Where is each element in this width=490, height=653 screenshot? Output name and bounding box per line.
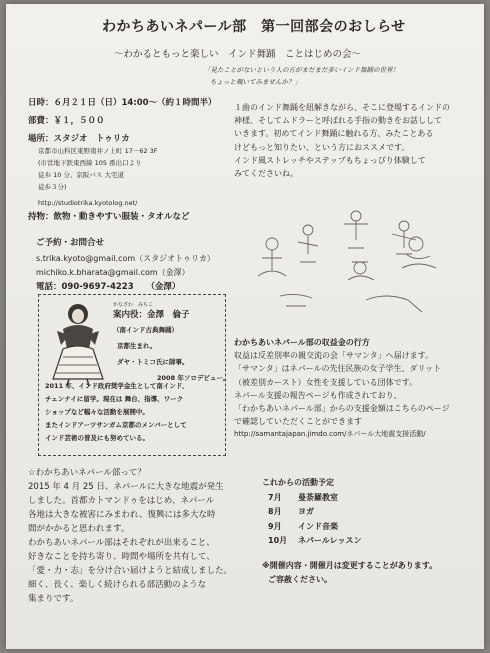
profile-bio-3: ショップなど幅々な活動を展開中。 xyxy=(45,408,149,416)
schedule-month: 10月 xyxy=(268,536,288,545)
about-line: 「愛・力・志」を分け合い届けようと結成しました。 xyxy=(28,566,233,576)
schedule-note-1: ※開催内容・開催月は変更することがあります。 xyxy=(262,560,438,570)
donation-line: で確認していただくことができます xyxy=(234,417,362,427)
event-details xyxy=(28,96,217,224)
schedule-item xyxy=(268,535,437,550)
intro-line: いきます。初めてインド舞踊に触れる方、みたことある xyxy=(234,129,434,139)
donation-line: 「わかちあいネパール部」からの支援金額はこちらのページ xyxy=(234,403,450,413)
event-place: 場所：スタジオ トゥリカ xyxy=(28,134,130,144)
donation-line: 「サマンタ」はネパールの先住民族の女子学生、ダリット xyxy=(234,364,442,374)
profile-furigana: かなざわ みちこ xyxy=(113,302,154,308)
about-block xyxy=(28,466,232,606)
event-bring: 持物：飲物・動きやすい服装・タオルなど xyxy=(28,212,190,222)
about-line: わかちあいネパール部はそれぞれが出来ること、 xyxy=(28,538,215,548)
event-date: 日時：６月２１日（日）14:00～（約１時間半） xyxy=(28,98,217,108)
profile-box xyxy=(38,294,230,456)
schedule-item xyxy=(268,506,437,521)
profile-bio-5: インド芸術の普及にも努めている。 xyxy=(45,434,149,442)
schedule-note-2: ご容赦ください。 xyxy=(268,575,332,584)
profile-bio-2: チェンナイに留学。現在は 舞台、指導、ワーク xyxy=(45,395,184,403)
about-line: 好きなことを持ち寄り、時間や場所を共有して、 xyxy=(28,552,215,562)
schedule-heading: これからの活動予定 xyxy=(262,478,334,487)
schedule-activity: ヨガ xyxy=(298,507,314,516)
contact-phone: 電話：090-9697-4223 （金澤） xyxy=(36,282,181,292)
profile-header xyxy=(113,308,229,383)
schedule-month: 7月 xyxy=(268,492,282,502)
about-line: しました。首都カトマンドゥをはじめ、ネパール xyxy=(28,496,215,506)
schedule-activity: 曼荼羅教室 xyxy=(298,492,338,502)
dance-sketch-illustration xyxy=(236,196,468,326)
about-line: 各地は大きな被害にみまわれ、復興には多大な時 xyxy=(28,510,216,520)
intro-line: １曲のインド舞踊を紐解きながら、そこに登場するインドの xyxy=(234,103,450,112)
intro-text xyxy=(234,102,450,181)
intro-line: 神様、そしてムドラーと呼ばれる手指の動きをお話しして xyxy=(234,116,442,126)
event-address-1: 京都市山科区東野南井ノ上町 17－62 3F xyxy=(38,147,158,155)
studio-url[interactable]: http://studiotrika.kyotolog.net/ xyxy=(38,199,138,207)
donation-url[interactable]: http://samantajapan.jimdo.com/ネパール大地震支援活動/ xyxy=(234,430,426,439)
profile-name: 案内役：金澤 倫子 xyxy=(113,310,190,320)
event-fee: 部費：￥１，５００ xyxy=(28,116,105,126)
about-line: 集まりです。 xyxy=(28,594,79,604)
schedule-activity: ネパールレッスン xyxy=(298,536,362,545)
event-address-3: 徒歩 10 分、京阪バス 大宅道 xyxy=(38,171,124,179)
intro-line: みてくださいね。 xyxy=(234,168,298,178)
about-line: 細く、長く、楽しく続けられる部活動のような xyxy=(28,580,207,590)
donation-heading: わかちあいネパール部の収益金の行方 xyxy=(234,338,370,347)
intro-line: けどもっと知りたい、という方におススメです。 xyxy=(234,142,410,152)
quote-line-2: ちょっと覗いてみませんか？」 xyxy=(210,78,301,86)
subtitle: ～わかるともっと楽しい インド舞踊 ことはじめの会～ xyxy=(114,49,362,60)
dancer-illustration xyxy=(49,301,107,387)
schedule-item xyxy=(268,492,437,507)
intro-line: インド風ストレッチやステップもちょっぴり体験して xyxy=(234,155,426,165)
profile-role: （南インド古典舞踊） xyxy=(113,326,178,334)
profile-teacher: ダヤ・トミコ氏に師事。 xyxy=(117,358,189,366)
about-heading: ☆わかちあいネパール部って？ xyxy=(28,468,146,478)
profile-bio-1: 2011 年、インド政府奨学金生として南インド、 xyxy=(45,382,189,390)
contact-email-kanazawa[interactable]: michiko.k.bharata@gmail.com（金澤） xyxy=(36,268,190,277)
profile-bio-4: またインドアーツサンガム京都のメンバーとして xyxy=(45,421,187,429)
contact-block xyxy=(36,236,215,294)
about-line: 2015 年 4 月 25 日、ネパールに大きな地震が発生 xyxy=(28,482,224,492)
profile-debut: 2008 年ソロデビュー。 xyxy=(157,374,230,382)
schedule-month: 9月 xyxy=(268,521,282,531)
profile-born: 京都生まれ。 xyxy=(117,342,157,350)
flyer-page xyxy=(6,4,484,649)
schedule-block xyxy=(262,477,437,589)
schedule-item xyxy=(268,521,437,536)
schedule-month: 8月 xyxy=(268,507,282,516)
schedule-activity: インド音楽 xyxy=(298,521,338,531)
about-line: 間がかかると思われます。 xyxy=(28,524,130,534)
contact-email-studio[interactable]: s.trika.kyoto@gmail.com（スタジオトゥリカ） xyxy=(36,254,215,263)
donation-line: （被差別カースト）女性を支援している団体です。 xyxy=(234,377,417,387)
donation-line: ネパール支援の報告ページも作成されており、 xyxy=(234,390,402,400)
page-title: わかちあいネパール部 第一回部会のおしらせ xyxy=(102,19,406,35)
event-address-4: 徒歩３分) xyxy=(38,183,67,191)
event-address-2: (市営地下鉄東西線 105 番出口より xyxy=(38,159,142,167)
quote-line-1: 「見たことがないという人の方がまだまだ多いインド舞踊の世界！ xyxy=(204,66,399,74)
donation-block xyxy=(234,337,450,443)
donation-line: 収益は反差別率の親交流の会「サマンタ」へ届けます。 xyxy=(234,351,434,361)
contact-heading: ご予約・お問合せ xyxy=(36,238,105,248)
